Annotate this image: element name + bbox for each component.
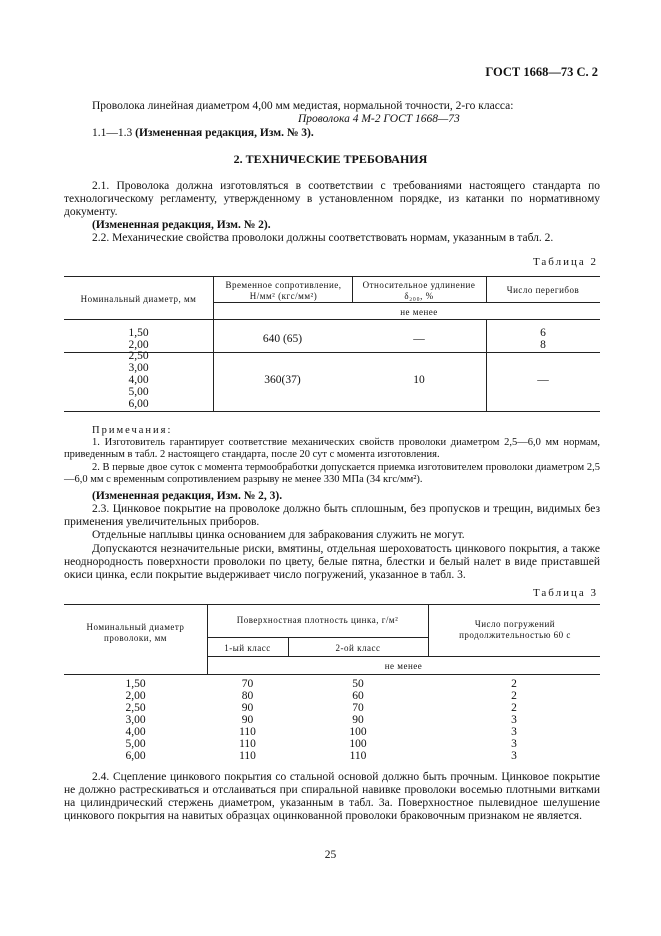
table3-class2-5: 100 bbox=[349, 726, 367, 738]
table3-class1-1: 70 bbox=[241, 678, 254, 690]
table2-col-bends: Число перегибов bbox=[506, 285, 580, 295]
edit-note-3: (Измененная редакция, Изм. № 2, 3). bbox=[92, 490, 283, 502]
table3-class1-5: 110 bbox=[239, 726, 256, 738]
notes-title: Примечания: bbox=[92, 425, 173, 436]
table3-class1-4: 90 bbox=[241, 714, 254, 726]
table3-class1-6: 110 bbox=[239, 738, 256, 750]
table3-class1-7: 110 bbox=[239, 750, 256, 762]
edit-note-2: (Измененная редакция, Изм. № 2). bbox=[92, 219, 271, 231]
table2-diam-5: 4,00 bbox=[128, 374, 149, 386]
table2-col-diameter: Номинальный диаметр, мм bbox=[80, 294, 197, 304]
table3-diam-7: 6,00 bbox=[125, 750, 146, 762]
table2-bends-2: 8 bbox=[540, 339, 546, 351]
table3-diam-1: 1,50 bbox=[125, 678, 146, 690]
table3-dips-3: 2 bbox=[511, 702, 517, 714]
table2-caption: Таблица 2 bbox=[532, 256, 598, 268]
page-number: 25 bbox=[324, 849, 337, 861]
edit-note-1-bold: (Измененная редакция, Изм. № 3). bbox=[135, 127, 314, 139]
table3-dips-4: 3 bbox=[511, 714, 517, 726]
table2-elong-1: — bbox=[413, 333, 425, 345]
table2-diam-1: 1,50 bbox=[128, 327, 149, 339]
table3-diam-2: 2,00 bbox=[125, 690, 146, 702]
table2-diam-2: 2,00 bbox=[128, 339, 149, 351]
table2-diam-4: 3,00 bbox=[128, 362, 149, 374]
paragraph-2-3: 2.3. Цинковое покрытие на проволоке должно быть сплошным, без пропусков и трещин, видимых без применения увеличительных приборов. bbox=[64, 503, 600, 528]
table3-col-density: Поверхностная плотность цинка, г/м² bbox=[236, 615, 399, 625]
table3-class2-3: 70 bbox=[352, 702, 364, 714]
table3-dips-2: 2 bbox=[511, 690, 517, 702]
table3-class2-6: 100 bbox=[349, 738, 367, 750]
table2-bends-3: — bbox=[537, 374, 549, 386]
paragraph-2-3b: Отдельные наплывы цинка основанием для забракования служить не могут. bbox=[92, 529, 465, 541]
table3-dips-1: 2 bbox=[511, 678, 517, 690]
table3-diam-4: 3,00 bbox=[125, 714, 146, 726]
table3-diam-3: 2,50 bbox=[125, 702, 146, 714]
table2-col-elongation: Относительное удлинение δ₂₀₀, % bbox=[362, 280, 476, 301]
section-title: 2. ТЕХНИЧЕСКИЕ ТРЕБОВАНИЯ bbox=[233, 152, 428, 166]
table3-dips-5: 3 bbox=[511, 726, 517, 738]
table3-class2-1: 50 bbox=[352, 678, 364, 690]
table3-col-class1: 1-ый класс bbox=[224, 643, 271, 653]
table3-diam-6: 5,00 bbox=[125, 738, 146, 750]
table3-class2-4: 90 bbox=[352, 714, 364, 726]
table3-dips-7: 3 bbox=[511, 750, 517, 762]
table2-strength-2: 360(37) bbox=[264, 374, 301, 386]
table3-dips-6: 3 bbox=[511, 738, 517, 750]
paragraph-2-4: 2.4. Сцепление цинкового покрытия со стальной основой должно быть прочным. Цинковое покрытие не должно растрескиваться и отслаиваться при спиральной навивке проволоки восемью плотными витками на цилиндрический стержень диаметром, указанным в табл. 3а. Поверхностное пылевидное шелушение цинкового покрытия на навитых образцах оцинкованной проволоки браковочным признаком не является. bbox=[64, 771, 600, 822]
table3-diam-5: 4,00 bbox=[125, 726, 146, 738]
table3-class2-2: 60 bbox=[352, 690, 364, 702]
table3-col-diameter: Номинальный диаметр проволоки, мм bbox=[86, 622, 185, 643]
table2-col-strength: Временное сопротивление, Н/мм² (кгс/мм²) bbox=[225, 280, 342, 301]
table2-diam-7: 6,00 bbox=[128, 398, 149, 410]
intro-line: Проволока линейная диаметром 4,00 мм медистая, нормальной точности, 2-го класса: bbox=[92, 100, 514, 112]
edit-note-1-prefix: 1.1—1.3 bbox=[92, 127, 136, 139]
paragraph-2-1: 2.1. Проволока должна изготовляться в соответствии с требованиями настоящего стандарта по технологическому регламенту, утвержденному в установленном порядке, из катанки по нормативному документу. bbox=[64, 180, 600, 218]
table3-class1-2: 80 bbox=[241, 690, 254, 702]
table3-caption: Таблица 3 bbox=[532, 587, 598, 599]
table3-class1-3: 90 bbox=[241, 702, 254, 714]
table3-subheader: не менее bbox=[384, 661, 423, 671]
table2-diam-3: 2,50 bbox=[128, 350, 149, 362]
table3-class2-7: 110 bbox=[349, 750, 367, 762]
designation-example: Проволока 4 М-2 ГОСТ 1668—73 bbox=[298, 113, 460, 125]
paragraph-2-3c: Допускаются незначительные риски, вмятины, отдельная шероховатость цинкового покрытия, а также неоднородность поверхности проволоки по цвету, белые пятна, блестки и белый налет в виде приставшей окиси цинка, если покрытие выдерживает число погружений, указанное в табл. 3. bbox=[64, 543, 600, 581]
edit-note-1 bbox=[92, 127, 314, 140]
note-1: 1. Изготовитель гарантирует соответствие механических свойств проволоки диаметром 2,5—6,0 мм нормам, приведенным в табл. 2 настоящего стандарта, после 20 сут с момента изготовления. bbox=[64, 437, 600, 460]
table2-elong-2: 10 bbox=[413, 374, 425, 386]
table3-col-dips: Число погружений продолжительностью 60 с bbox=[459, 619, 571, 640]
paragraph-2-2: 2.2. Механические свойства проволоки должны соответствовать нормам, указанным в табл. 2. bbox=[92, 232, 554, 244]
note-2: 2. В первые двое суток с момента термообработки допускается приемка изготовителем проволоки диаметром 2,5—6,0 мм с временным сопротивлением разрыву не менее 330 МПа (34 кгс/мм²). bbox=[64, 462, 600, 485]
table2-subheader: не менее bbox=[400, 307, 438, 317]
table2-diam-6: 5,00 bbox=[128, 386, 149, 398]
table2-strength-1: 640 (65) bbox=[262, 333, 303, 345]
table2-bends-1: 6 bbox=[540, 327, 546, 339]
page-header: ГОСТ 1668—73 С. 2 bbox=[485, 65, 598, 79]
table3-col-class2: 2-ой класс bbox=[335, 643, 381, 653]
